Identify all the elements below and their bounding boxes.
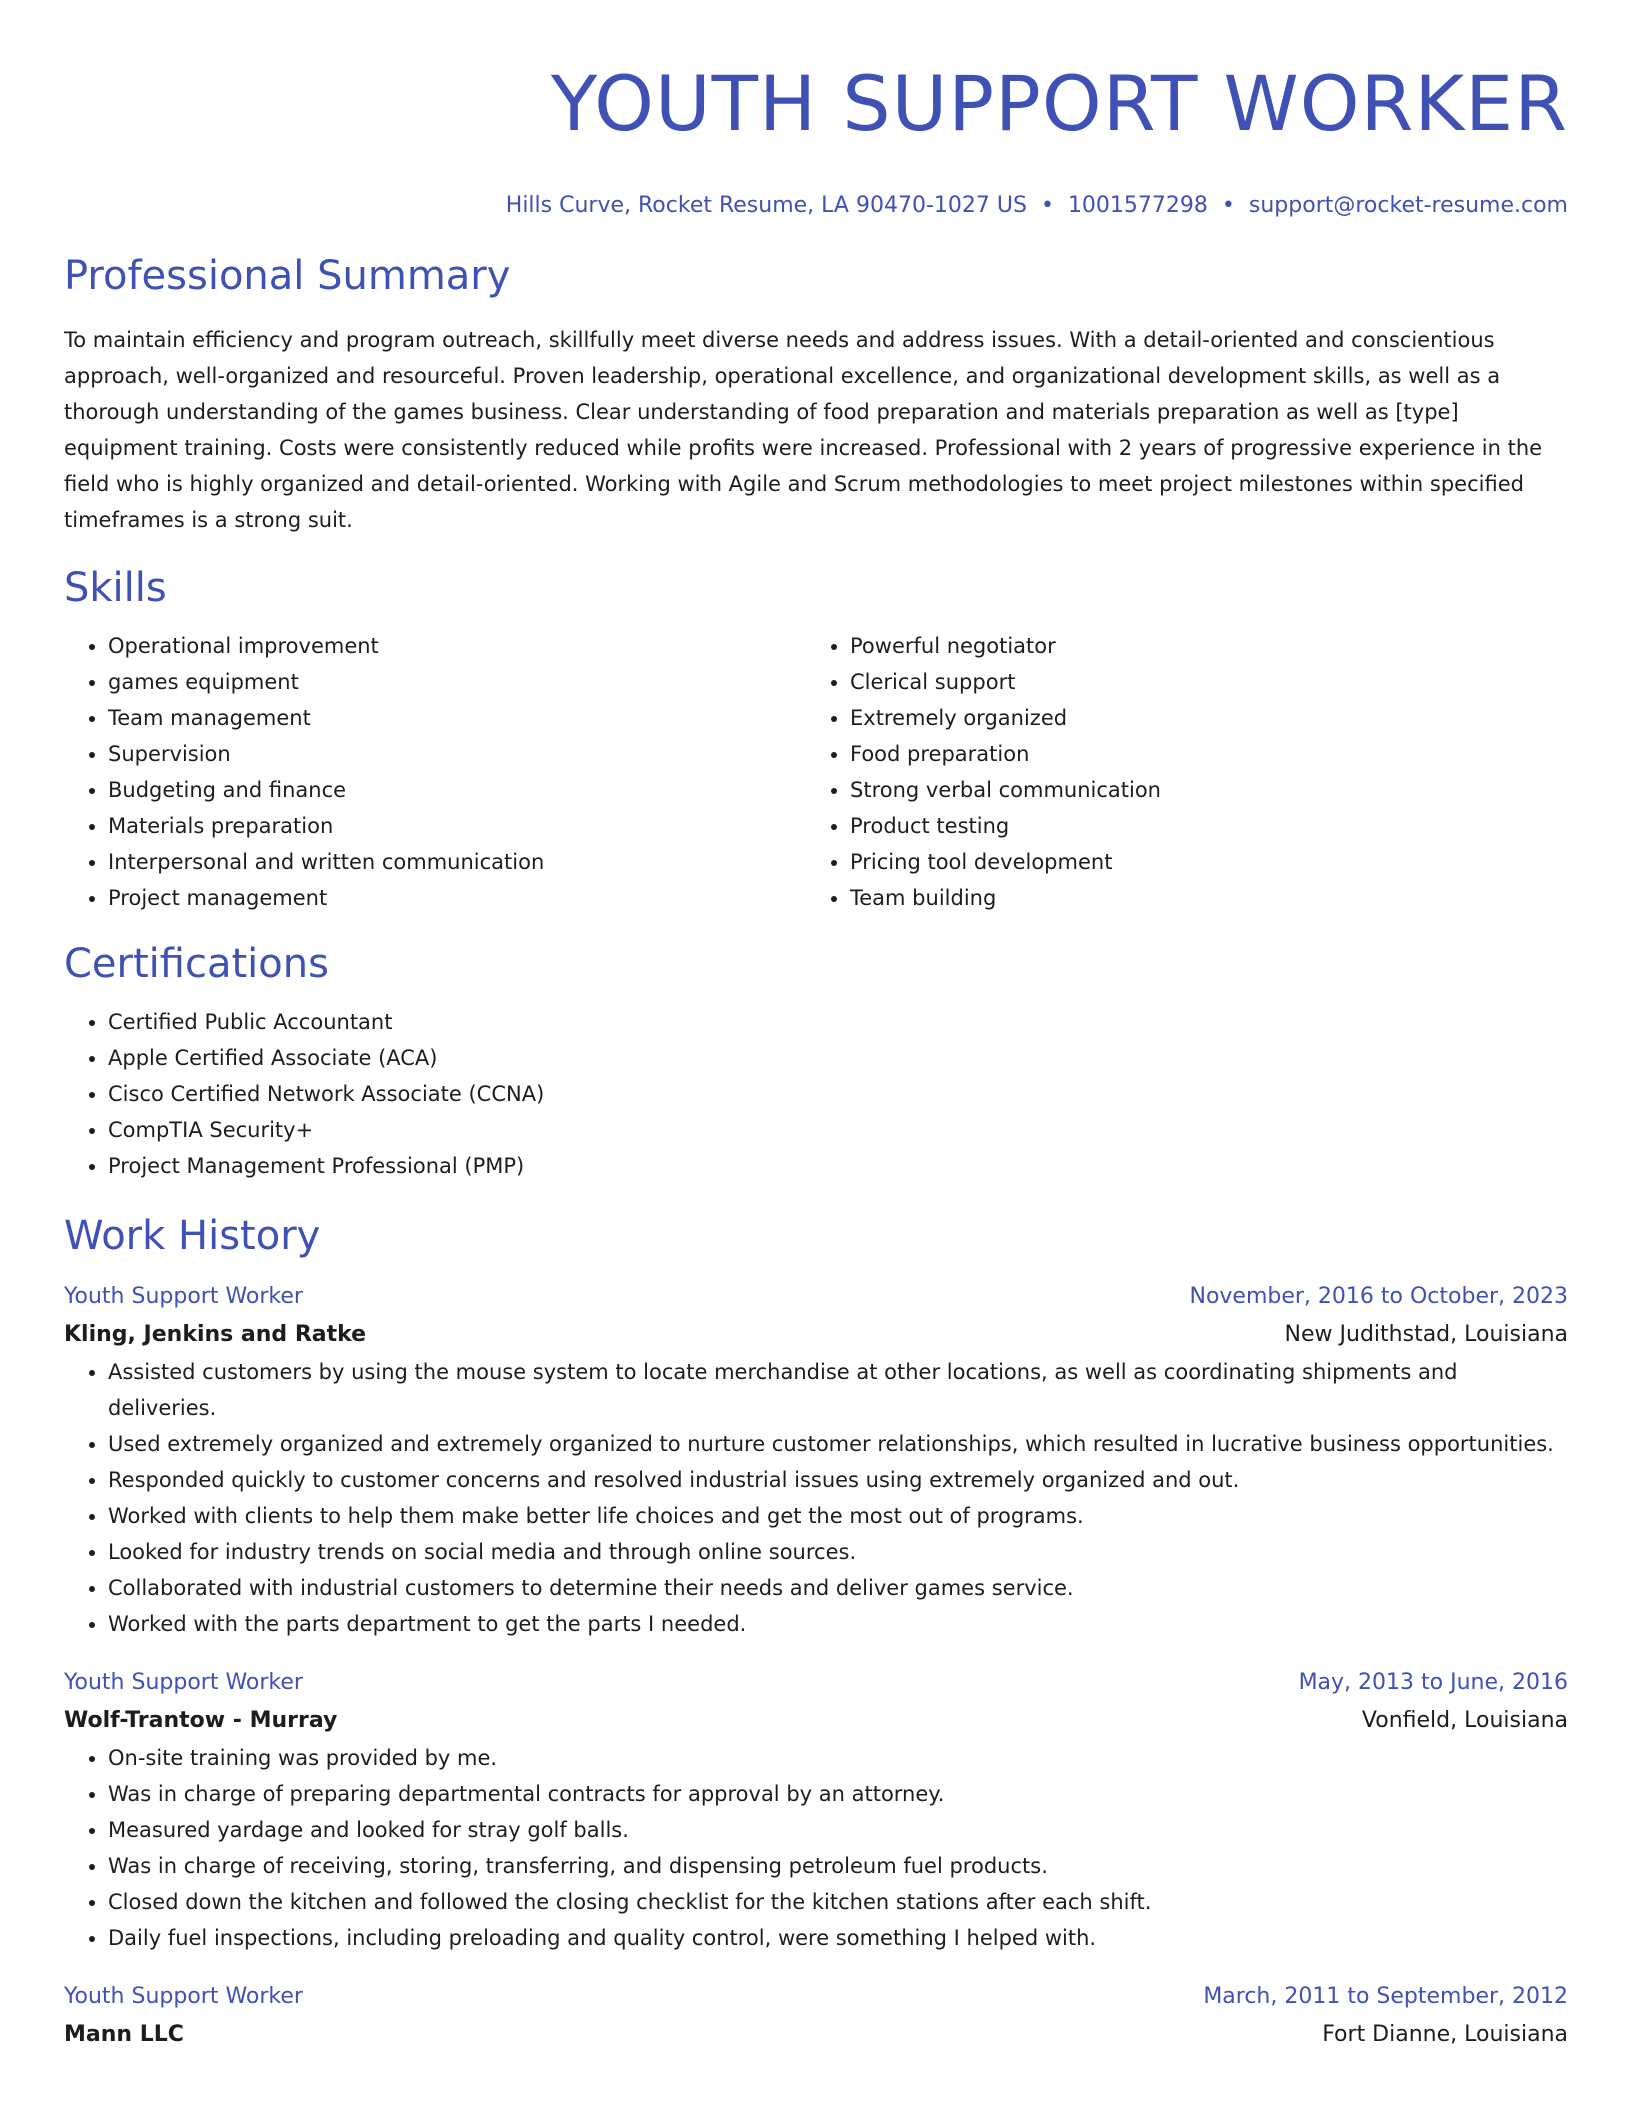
- certification-item: • CompTIA Security+: [108, 1112, 1568, 1148]
- job-bullet: • Was in charge of preparing departmental contracts for approval by an attorney.: [108, 1776, 1568, 1812]
- job-bullet: • On-site training was provided by me.: [108, 1740, 1568, 1776]
- job-bullet: • Measured yardage and looked for stray golf balls.: [108, 1812, 1568, 1848]
- skills-grid: [64, 628, 1568, 916]
- certifications-list: [64, 1004, 1568, 1184]
- certifications-section: [64, 936, 1568, 1184]
- certification-item: • Apple Certified Associate (ACA): [108, 1040, 1568, 1076]
- skills-list-right: [806, 628, 1548, 916]
- job-bullet: • Daily fuel inspections, including preloading and quality control, were something I helped with.: [108, 1920, 1568, 1956]
- job-bullet: • Looked for industry trends on social media and through online sources.: [108, 1534, 1568, 1570]
- skill-item: • Extremely organized: [850, 700, 1548, 736]
- skill-item: • Budgeting and finance: [108, 772, 806, 808]
- phone: 1001577298: [1067, 193, 1208, 218]
- skill-item: • Team building: [850, 880, 1548, 916]
- skill-item: • Team management: [108, 700, 806, 736]
- job-entry: [64, 1664, 1568, 1956]
- job-bullets: [64, 1740, 1568, 1956]
- job-bullet: • Used extremely organized and extremely organized to nurture customer relationships, which resulted in lucrative business opportunities.: [108, 1426, 1568, 1462]
- skill-item: • Food preparation: [850, 736, 1548, 772]
- job-location: Vonfield, Louisiana: [1361, 1708, 1568, 1733]
- job-location: Fort Dianne, Louisiana: [1322, 2022, 1568, 2047]
- job-bullet: • Was in charge of receiving, storing, transferring, and dispensing petroleum fuel products.: [108, 1848, 1568, 1884]
- job-bullet: • Worked with the parts department to get the parts I needed.: [108, 1606, 1568, 1642]
- skill-item: • Materials preparation: [108, 808, 806, 844]
- resume-name: YOUTH SUPPORT WORKER: [550, 59, 1568, 148]
- skill-item: • games equipment: [108, 664, 806, 700]
- skills-section: [64, 560, 1568, 916]
- work-history-section: [64, 1208, 1568, 2054]
- job-title: Youth Support Worker: [64, 1984, 303, 2009]
- skills-left-column: [64, 628, 806, 916]
- job-company: Wolf-Trantow - Murray: [64, 1708, 338, 1733]
- skill-item: • Strong verbal communication: [850, 772, 1548, 808]
- job-bullet: • Assisted customers by using the mouse system to locate merchandise at other locations, as well as coordinating shipments and deliveries.: [108, 1354, 1568, 1426]
- email: support@rocket-resume.com: [1248, 193, 1568, 218]
- summary-heading: Professional Summary: [64, 253, 511, 299]
- summary-text: To maintain efficiency and program outreach, skillfully meet diverse needs and address issues. With a detail-oriented and conscientious approach, well-organized and resourceful. Proven leadership, operational excellence, and organizational development skills, as well as a thorough understanding of the games business. Clear understanding of food preparation and materials preparation as well as [type] equipment training. Costs were consistently reduced while profits were increased. Professional with 2 years of progressive experience in the field who is highly organized and detail-oriented. Working with Agile and Scrum methodologies to meet project milestones within specified timeframes is a strong suit.: [64, 328, 1543, 532]
- skill-item: • Powerful negotiator: [850, 628, 1548, 664]
- skill-item: • Project management: [108, 880, 806, 916]
- job-title: Youth Support Worker: [64, 1284, 303, 1309]
- job-dates: March, 2011 to September, 2012: [1203, 1984, 1568, 2009]
- skills-list-left: [64, 628, 806, 916]
- job-entry: [64, 1278, 1568, 1642]
- skill-item: • Pricing tool development: [850, 844, 1548, 880]
- contact-separator: •: [1221, 193, 1235, 218]
- contact-separator: •: [1040, 193, 1054, 218]
- address: Hills Curve, Rocket Resume, LA 90470-1027 US: [505, 193, 1027, 218]
- skill-item: • Product testing: [850, 808, 1548, 844]
- skills-heading: Skills: [64, 565, 167, 611]
- job-bullet: • Closed down the kitchen and followed the closing checklist for the kitchen stations after each shift.: [108, 1884, 1568, 1920]
- skill-item: • Clerical support: [850, 664, 1548, 700]
- certification-item: • Cisco Certified Network Associate (CCNA): [108, 1076, 1568, 1112]
- certification-item: • Certified Public Accountant: [108, 1004, 1568, 1040]
- job-title: Youth Support Worker: [64, 1670, 303, 1695]
- job-location: New Judithstad, Louisiana: [1284, 1322, 1568, 1347]
- job-company: Kling, Jenkins and Ratke: [64, 1322, 367, 1347]
- job-bullets: [64, 1354, 1568, 1642]
- certification-item: • Project Management Professional (PMP): [108, 1148, 1568, 1184]
- skills-right-column: [806, 628, 1548, 916]
- job-bullet: • Collaborated with industrial customers to determine their needs and deliver games service.: [108, 1570, 1568, 1606]
- certifications-heading: Certifications: [64, 941, 329, 987]
- work-history-heading: Work History: [64, 1213, 321, 1259]
- job-dates: November, 2016 to October, 2023: [1189, 1284, 1568, 1309]
- skill-item: • Supervision: [108, 736, 806, 772]
- job-bullet: • Worked with clients to help them make better life choices and get the most out of programs.: [108, 1498, 1568, 1534]
- skill-item: • Interpersonal and written communication: [108, 844, 806, 880]
- summary-section: [64, 248, 1568, 538]
- skill-item: • Operational improvement: [108, 628, 806, 664]
- job-company: Mann LLC: [64, 2022, 184, 2047]
- job-bullet: • Responded quickly to customer concerns and resolved industrial issues using extremely organized and out.: [108, 1462, 1568, 1498]
- contact-line: [64, 190, 1568, 222]
- job-entry: [64, 1978, 1568, 2054]
- job-dates: May, 2013 to June, 2016: [1298, 1670, 1568, 1695]
